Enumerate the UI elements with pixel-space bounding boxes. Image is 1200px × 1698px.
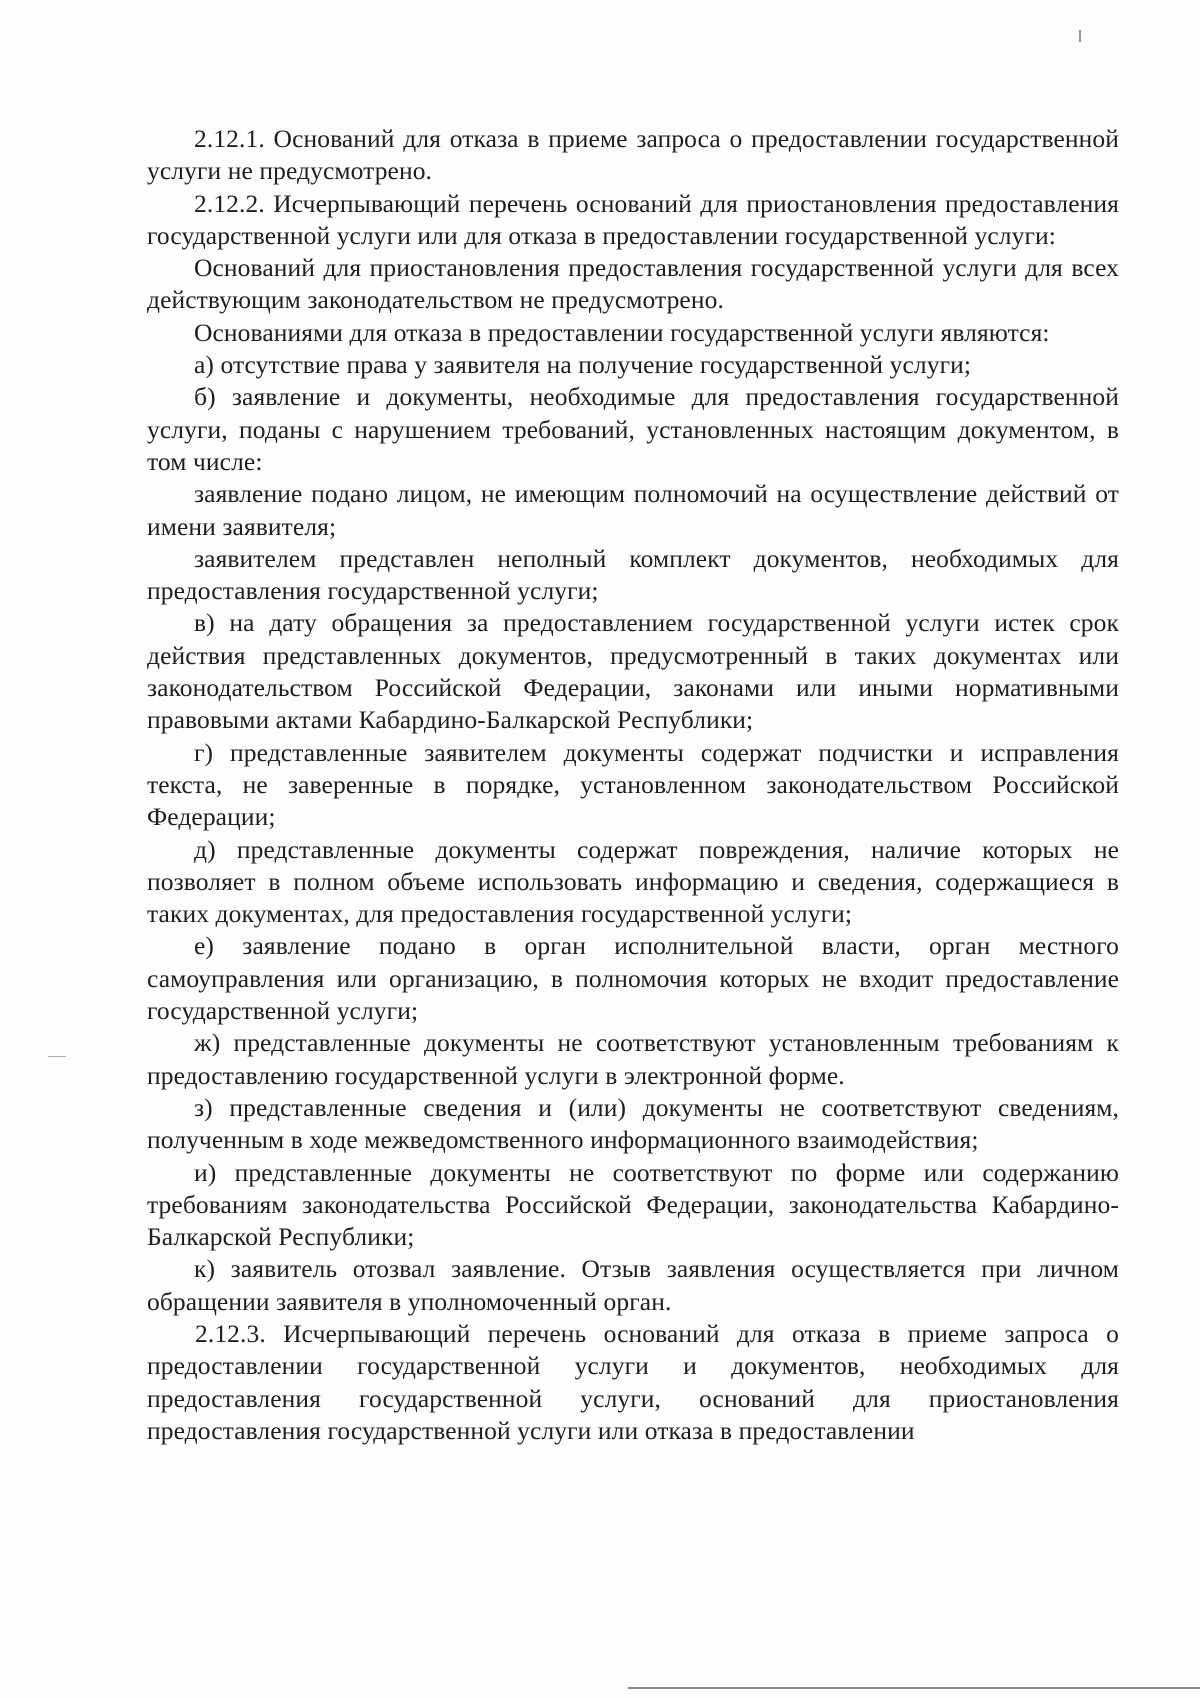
list-item-a: а) отсутствие права у заявителя на получение государственной услуги;	[194, 350, 972, 380]
list-item-g: г) представленные заявителем документы содержат подчистки и исправления текста, не заверенные в порядке, установленном законодательством Российской Федерации;	[147, 737, 1119, 832]
paragraph-2-12-2: 2.12.2. Исчерпывающий перечень оснований для приостановления предоставления государственной услуги или для отказа в предоставлении государственной услуги:	[147, 188, 1119, 250]
paragraph-refusal-grounds: Основаниями для отказа в предоставлении государственной услуги являются:	[194, 317, 1050, 347]
scan-artifact-margin-mark	[48, 1056, 66, 1057]
list-subitem-incomplete-set: заявителем представлен неполный комплект документов, необходимых для предоставления государственной услуги;	[147, 543, 1119, 606]
list-item-v: в) на дату обращения за предоставлением государственной услуги истек срок действия представленных документов, предусмотренный в таких документах или законодательством Российской Федерации, законами или иными нормативными правовыми актами Кабардино-Балкарской Республики;	[147, 608, 1119, 735]
list-item-i: и) представленные документы не соответствуют по форме или содержанию требованиям законодательства Российской Федерации, законодательства Кабардино-Балкарской Республики;	[147, 1157, 1119, 1252]
scan-artifact-mark	[1079, 30, 1081, 42]
list-subitem-no-authority: заявление подано лицом, не имеющим полномочий на осуществление действий от имени заявителя;	[147, 479, 1119, 541]
paragraph-2-12-3: 2.12.3. Исчерпывающий перечень оснований для отказа в приеме запроса о предоставлении государственной услуги и документов, необходимых для предоставления государственной услуги, оснований для приостановления предоставления государственной услуги или отказа в предоставлении	[147, 1318, 1119, 1445]
list-item-b: б) заявление и документы, необходимые для предоставления государственной услуги, поданы с нарушением требований, установленных настоящим документом, в том числе:	[147, 382, 1119, 476]
paragraph-2-12-1: 2.12.1. Оснований для отказа в приеме запроса о предоставлении государственной услуги не предусмотрено.	[147, 124, 1119, 186]
list-item-d: д) представленные документы содержат повреждения, наличие которых не позволяет в полном объеме использовать информацию и сведения, содержащиеся в таких документах, для предоставления государственной услуги;	[147, 834, 1119, 929]
list-item-zh: ж) представленные документы не соответствуют установленным требованиям к предоставлению государственной услуги в электронной форме.	[147, 1028, 1119, 1090]
bottom-scan-edge-line	[628, 1687, 1200, 1689]
list-item-k: к) заявитель отозвал заявление. Отзыв заявления осуществляется при личном обращении заявителя в уполномоченный орган.	[147, 1254, 1119, 1316]
document-body	[147, 123, 1119, 1447]
list-item-e: е) заявление подано в орган исполнительной власти, орган местного самоуправления или организацию, в полномочия которых не входит предоставление государственной услуги;	[147, 931, 1119, 1026]
paragraph-suspension-grounds: Оснований для приостановления предоставления государственной услуги для всех действующим законодательством не предусмотрено.	[147, 253, 1119, 315]
list-item-z: з) представленные сведения и (или) документы не соответствуют сведениям, полученным в ходе межведомственного информационного взаимодействия;	[147, 1092, 1119, 1155]
